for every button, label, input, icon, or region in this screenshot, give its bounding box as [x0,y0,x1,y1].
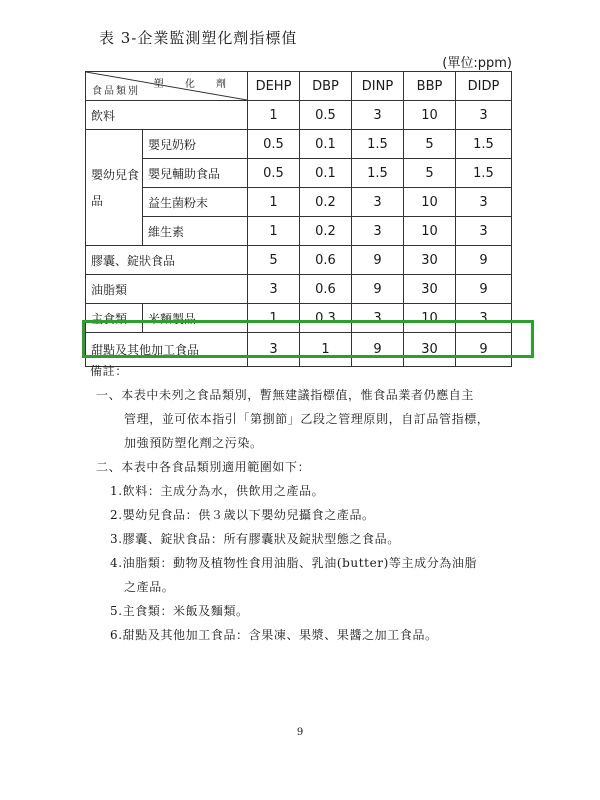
table-cell: 1.5 [352,159,404,188]
table-cell: 0.3 [300,304,352,333]
table-cell: 9 [456,333,512,367]
table-cell: 30 [404,333,456,367]
table-cell: 10 [404,304,456,333]
table-cell: 3 [248,333,300,367]
unit-label: (單位:ppm) [442,56,512,71]
table-cell: 5 [404,159,456,188]
header-plasticizer-label: 塑 化 劑 [153,79,235,90]
table-cell: 0.6 [300,246,352,275]
header-category-label: 食品類別 [92,86,140,97]
table-cell: 9 [456,246,512,275]
row-label: 益生菌粉末 [143,188,248,217]
table-cell: 3 [352,188,404,217]
note-1-line-3: 加強預防塑化劑之污染。 [124,436,263,450]
table-cell: 3 [248,275,300,304]
table-row [86,159,512,188]
table-cell: 9 [352,246,404,275]
table-cell: 3 [352,101,404,130]
column-header: DIDP [456,72,512,101]
row-label: 膠囊、錠狀食品 [86,246,248,275]
table-cell: 5 [404,130,456,159]
table-cell: 9 [352,275,404,304]
note-2: 二、本表中各食品類別適用範圍如下： [96,460,311,474]
table-cell: 9 [456,275,512,304]
table-cell: 1 [248,188,300,217]
note-item-6: 6.甜點及其他加工食品：含果凍、果漿、果醬之加工食品。 [110,628,438,642]
table-cell: 1.5 [456,130,512,159]
table-cell: 10 [404,188,456,217]
table-cell: 1.5 [456,159,512,188]
table-row [86,217,512,246]
row-label: 嬰兒奶粉 [143,130,248,159]
table-cell: 10 [404,217,456,246]
table-cell: 0.5 [248,159,300,188]
table-cell: 9 [352,333,404,367]
table-header-row [86,72,512,101]
row-label: 飲料 [86,101,248,130]
table-cell: 0.2 [300,217,352,246]
column-header: DINP [352,72,404,101]
table-cell: 5 [248,246,300,275]
table-title: 表 3-企業監測塑化劑指標值 [99,29,298,47]
table-cell: 3 [456,101,512,130]
table-cell: 3 [456,217,512,246]
table-cell: 1 [248,217,300,246]
table-cell: 30 [404,275,456,304]
column-header: DBP [300,72,352,101]
page-number: 9 [296,727,304,738]
table-cell: 3 [456,304,512,333]
row-label: 米麵製品 [143,304,248,333]
notes-heading: 備註： [90,364,128,378]
table-cell: 0.2 [300,188,352,217]
table-cell: 3 [352,217,404,246]
table-row [86,188,512,217]
table-cell: 0.1 [300,130,352,159]
group-label-infant: 嬰幼兒食品 [86,130,143,246]
column-header: DEHP [248,72,300,101]
table-cell: 0.5 [300,101,352,130]
diagonal-header-cell [86,72,248,101]
table-cell: 30 [404,246,456,275]
table-cell: 1 [300,333,352,367]
row-label: 維生素 [143,217,248,246]
column-header: BBP [404,72,456,101]
table-cell: 10 [404,101,456,130]
table-cell: 0.5 [248,130,300,159]
table-cell: 3 [352,304,404,333]
note-1-line-1: 一、本表中未列之食品類別，暫無建議指標值，惟食品業者仍應自主 [96,388,475,402]
note-1-line-2: 管理，並可依本指引「第捌節」乙段之管理原則，自訂品管指標， [124,412,490,426]
row-label: 甜點及其他加工食品 [86,333,248,367]
note-item-3: 3.膠囊、錠狀食品：所有膠囊狀及錠狀型態之食品。 [110,532,400,546]
note-item-2: 2.嬰幼兒食品：供３歲以下嬰幼兒攝食之產品。 [110,508,375,522]
highlight-box [82,320,534,358]
table-cell: 0.6 [300,275,352,304]
row-label: 嬰兒輔助食品 [143,159,248,188]
table-cell: 0.1 [300,159,352,188]
table-cell: 3 [456,188,512,217]
table-row [86,246,512,275]
group-label-staple: 主食類 [86,304,143,333]
table-row [86,130,512,159]
note-item-5: 5.主食類：米飯及麵類。 [110,604,249,618]
table-row [86,101,512,130]
row-label: 油脂類 [86,275,248,304]
note-item-4-line-2: 之產品。 [124,580,175,594]
note-item-4-line-1: 4.油脂類：動物及植物性食用油脂、乳油(butter)等主成分為油脂 [110,556,478,570]
table-cell: 1.5 [352,130,404,159]
table-cell: 1 [248,101,300,130]
table-row [86,275,512,304]
note-item-1: 1.飲料：主成分為水，供飲用之產品。 [110,484,325,498]
table-cell: 1 [248,304,300,333]
